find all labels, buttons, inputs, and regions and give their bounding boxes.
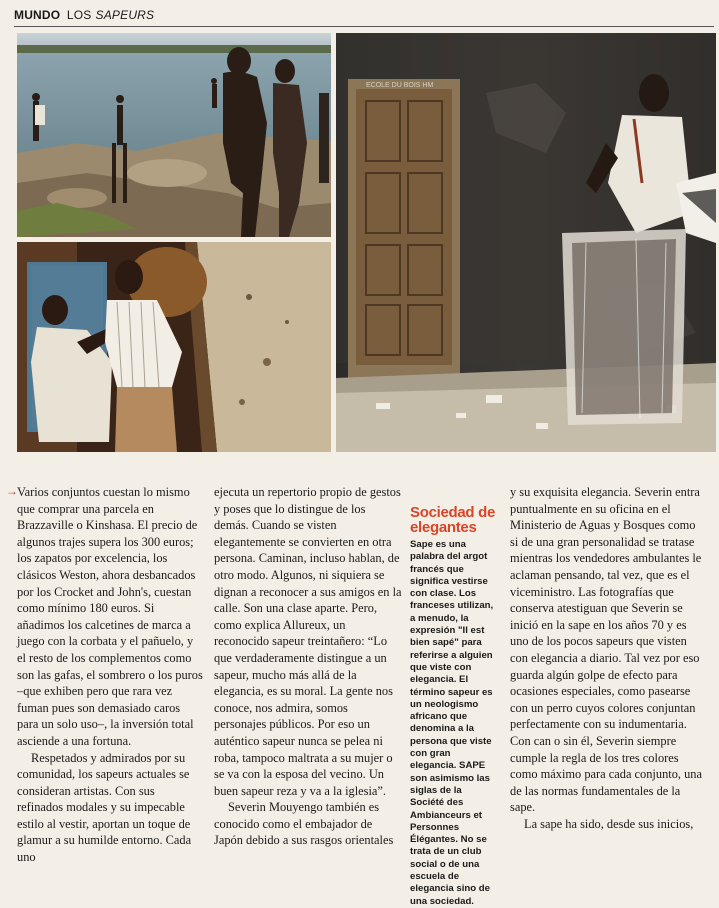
sidebar-text: Sape es una palabra del argot francés que significa vestirse con clase. Los franceses utilizan, a menudo, la expresión "Il est bien sapé" para referirse a alguien que viste con elegancia. El término sapeur es un neologismo africano que denomina a la persona que viste con gran elegancia. SAPE son asimismo las siglas de la Société des Ambianceurs et Personnes Élégantes. No se trata de un club social o de una escuela de elegancia sino de una sociedad. <box>410 539 494 907</box>
col1-paragraph-1: Varios conjuntos cuestan lo mismo que comprar una parcela en Brazzaville o Kinshasa. El precio de algunos trajes supera los 300 euros; los zapatos por excelencia, los clásicos Weston, ahora desbancados por los Crocket and John's, cuestan como mínimo 180 euros. Si añadimos los calcetines de marca a juego con la corbata y el pañuelo, y el resto de los complementos como son las gafas, el sombrero o los puros –que exhiben pero que rara vez fuman pues son demasiado caros para un solo uso–, la inversión total asciende a una fortuna. <box>17 485 203 748</box>
photo-river-bathers <box>17 33 331 237</box>
col3-paragraph-1: y su exquisita elegancia. Severin entra puntualmente en su oficina en el Ministerio de Aguas y Bosques como si de una gran personalidad se tratase mientras los vendedores ambulantes le aclaman pensando, tal vez, que es el viceministro. Las fotografías que conserva atestiguan que Severin se inició en la sape en los años 70 y es uno de los pocos sapeurs que visten con elegancia a diario. Tal vez por eso guarda algún golpe de efecto para ocasiones especiales, como pasearse con un perro cuyos colores conjuntan perfectamente con su indumentaria. Con can o sin él, Severin siempre cumple la regla de los tres colores como máximo para cada conjunto, una de las normas fundamentales de la sape. <box>510 485 702 815</box>
article-column-2 <box>214 484 402 849</box>
photo-man-by-door <box>336 33 716 452</box>
col2-paragraph-2: Severin Mouyengo también es conocido como el embajador de Japón debido a sus rasgos orientales <box>214 800 394 848</box>
topic-prefix: LOS <box>66 8 92 22</box>
article-column-3 <box>510 484 706 832</box>
door-sign-text: ECOLE DU BOIS HM <box>366 82 434 89</box>
sidebar-title: Sociedad de elegantes <box>410 504 496 536</box>
section-header <box>14 6 714 27</box>
topic-label: SAPEURS <box>95 8 155 22</box>
col3-paragraph-2: La sape ha sido, desde sus inicios, <box>524 816 694 831</box>
col2-paragraph-1: ejecuta un repertorio propio de gestos y poses que lo distingue de los demás. Cuando se visten elegantemente se convierten en otra persona. Caminan, incluso hablan, de otro modo. Algunos, ni siquiera se dignan a reconocer a sus amigos en la calle. Son una clase aparte. Pero, como explica Allureux, un reconocido sapeur treintañero: “Lo que verdaderamente distingue a un sapeur, mucho más allá de la elegancia, es su moral. La gente nos conoce, nos admira, somos personajes públicos. Por eso un auténtico sapeur nunca se pelea ni roba, tampoco maltrata a su mujer o se va con la esposa del vecino. Un buen sapeur reza y va a la iglesia”. <box>214 485 402 798</box>
photo-tailor-fitting <box>17 242 331 452</box>
col1-paragraph-2: Respetados y admirados por su comunidad, los sapeurs actuales se consideran artistas. Con sus refinados modales y su impecable estilo al vestir, aportan un toque de glamur a su humilde entorno. Cada uno <box>17 750 192 865</box>
article-column-1 <box>17 484 203 866</box>
sidebar-box <box>410 505 498 908</box>
section-label: MUNDO <box>14 8 61 22</box>
arrow-icon: → <box>6 484 18 498</box>
